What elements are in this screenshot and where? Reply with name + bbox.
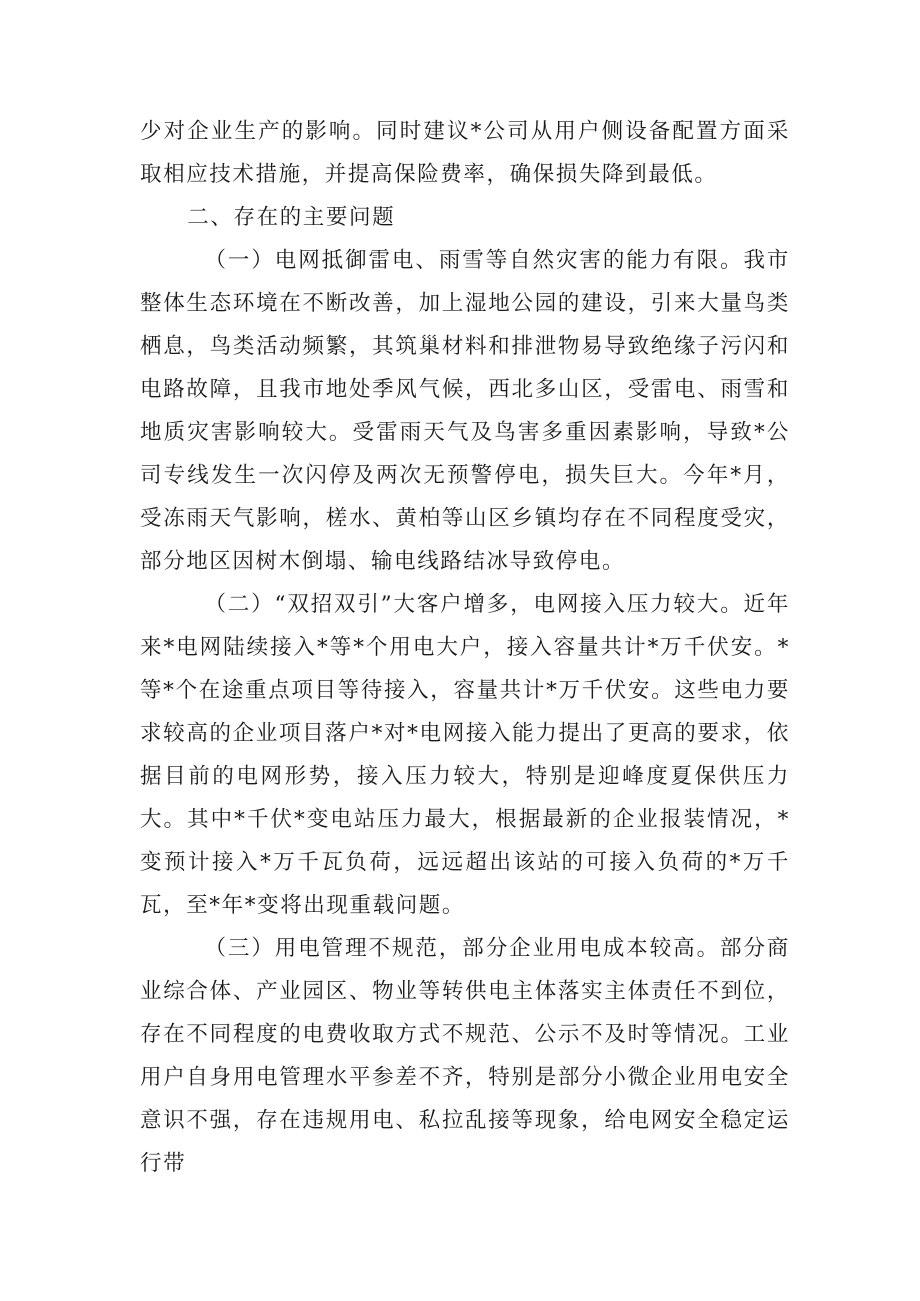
paragraph-issue-2: （二）“双招双引”大客户增多，电网接入压力较大。近年来*电网陆续接入*等*个用电大户，接入容量共计*万千伏安。*等*个在途重点项目等待接入，容量共计*万千伏安。这些电力要求较高的企业项目落户*对*电网接入能力提出了更高的要求，依据目前的电网形势，接入压力较大，特别是迎峰度夏保供压力大。其中*千伏*变电站压力最大，根据最新的企业报装情况，*变预计接入*万千瓦负荷，远远超出该站的可接入负荷的*万千瓦，至*年*变将出现重载问题。 (140, 592, 790, 918)
paragraph-issue-1: （一）电网抵御雷电、雨雪等自然灾害的能力有限。我市整体生态环境在不断改善，加上湿地公园的建设，引来大量鸟类栖息，鸟类活动频繁，其筑巢材料和排泄物易导致绝缘子污闪和电路故障，且我市地处季风气候，西北多山区，受雷电、雨雪和地质灾害影响较大。受雷雨天气及鸟害多重因素影响，导致*公司专线发生一次闪停及两次无预警停电，损失巨大。今年*月，受冻雨天气影响，槎水、黄柏等山区乡镇均存在不同程度受灾，部分地区因树木倒塌、输电线路结冰导致停电。 (140, 248, 790, 574)
section-heading: 二、存在的主要问题 (187, 205, 396, 230)
paragraph-continuation: 少对企业生产的影响。同时建议*公司从用户侧设备配置方面采取相应技术措施，并提高保险费率，确保损失降到最低。 (140, 119, 790, 187)
paragraph-issue-3: （三）用电管理不规范，部分企业用电成本较高。部分商业综合体、产业园区、物业等转供电主体落实主体责任不到位，存在不同程度的电费收取方式不规范、公示不及时等情况。工业用户自身用电管理水平参差不齐，特别是部分小微企业用电安全意识不强，存在违规用电、私拉乱接等现象，给电网安全稳定运行带 (140, 936, 790, 1176)
document-body (140, 110, 790, 1185)
